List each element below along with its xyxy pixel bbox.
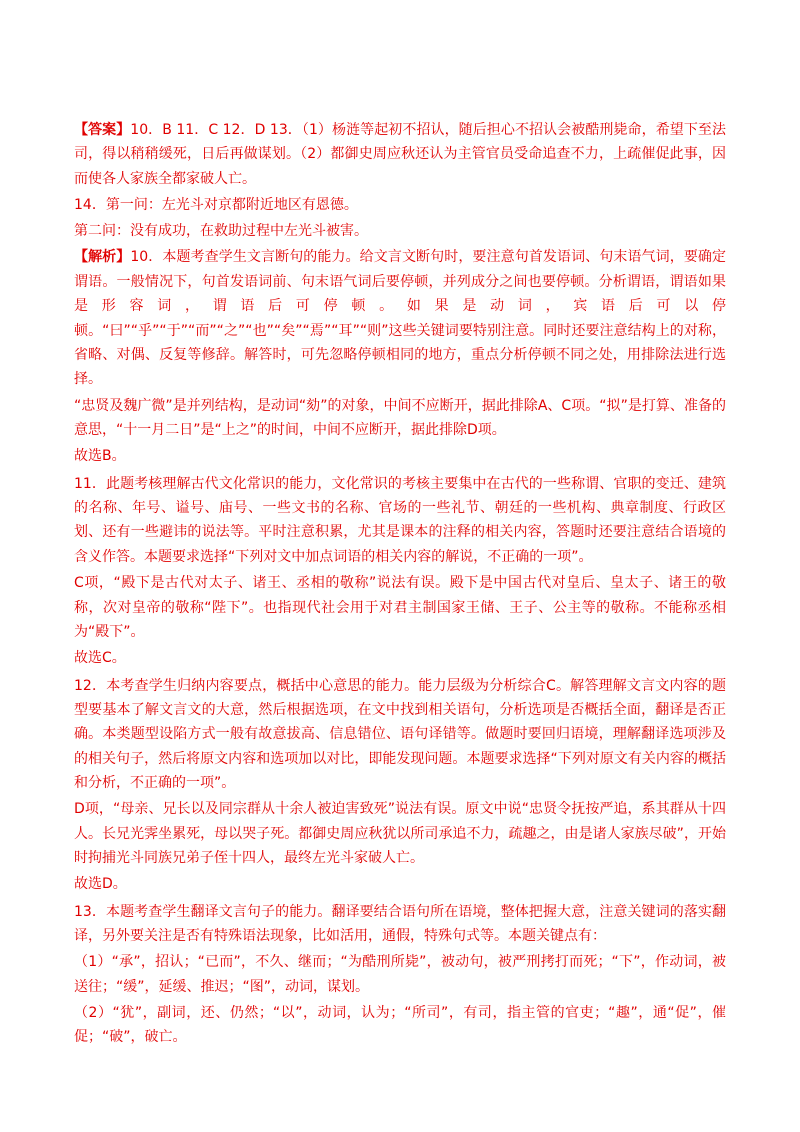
question-13-analysis: 13．本题考查学生翻译文言句子的能力。翻译要结合语句所在语境，整体把握大意，注意关键词的落实翻译，另外要关注是否有特殊语法现象，比如活用，通假，特殊句式等。本题关键点有： [74,903,726,945]
question-11-choice: 故选C。 [74,650,126,667]
question-14-part-2: 第二问：没有成功，在救助过程中左光斗被害。 [74,223,368,240]
question-11-analysis: 11．此题考核理解古代文化常识的能力，文化常识的考核主要集中在古代的一些称谓、官职的变迁、建筑的名称、年号、谥号、庙号、一些文书的名称、官场的一些礼节、朝廷的一些机构、典章制度、行政区划、还有一些避讳的说法等。平时注意积累，尤其是课本的注释的相关内容，答题时还要注意结合语境的含义作答。本题要求选择“下列对文中加点词语的相关内容的解说，不正确的一项”。 [74,475,726,565]
question-14-part-1: 14．第一问：左光斗对京都附近地区有恩德。 [74,197,358,214]
question-12-analysis: 12．本考查学生归纳内容要点，概括中心意思的能力。能力层级为分析综合C。解答理解文言文内容的题型要基本了解文言文的大意，然后根据选项，在文中找到相关语句，分析选项是否概括全面，翻译是否正确。本类题型设陷方式一般有故意拔高、信息错位、语句译错等。做题时要回归语境，理解翻译选项涉及的相关句子，然后将原文内容和选项加以对比，即能发现问题。本题要求选择“下列对原文有关内容的概括和分析，不正确的一项”。 [74,677,726,792]
analysis-text: 10．本题考查学生文言断句的能力。给文言文断句时，要注意句首发语词、句末语气词，要确定谓语。一般情况下，句首发语词前、句末语气词后要停顿，并列成分之间也要停顿。分析谓语，谓语如果是形容词，谓语后可停顿。如果是动词，宾语后可以停顿。“曰”“乎”“于”“而”“之”“也”“矣”“焉”“耳”“则”这些关键词要特别注意。同时还要注意结构上的对称，省略、对偶、反复等修辞。解答时，可先忽略停顿相同的地方，重点分析停顿不同之处，用排除法进行选择。 [74,249,727,388]
question-11-detail: C项，“殿下是古代对太子、诸王、丞相的敬称”说法有误。殿下是中国古代对皇后、皇太子、诸王的敬称，次对皇帝的敬称“陛下”。也指现代社会用于对君主制国家王储、王子、公主等的敬称。不能称丞相为“殿下”。 [74,575,726,640]
question-10-choice: 故选B。 [74,448,126,465]
question-12-detail: D项，“母亲、兄长以及同宗群从十余人被迫害致死”说法有误。原文中说“忠贤令抚按严追，系其群从十四人。长兄光霁坐累死，母以哭子死。都御史周应秋犹以所司承追不力，疏趣之，由是诸人家族尽破”，开始时拘捕光斗同族兄弟子侄十四人，最终左光斗家破人亡。 [74,801,726,867]
analysis-paragraph [74,245,726,391]
answer-tag: 【答案】 [74,122,131,138]
analysis-tag: 【解析】 [74,249,131,266]
question-12-choice: 故选D。 [74,876,127,893]
question-13-sentence-1: （1）“承”，招认；“已而”，不久、继而；“为酷刑所毙”，被动句，被严刑拷打而死；“下”，作动词，被送往；“缓”，延缓、推迟；“图”，动词，谋划。 [74,954,726,995]
answer-paragraph [74,118,726,191]
answer-page [74,118,726,1052]
answer-text: 10．B 11．C 12．D 13．（1）杨涟等起初不招认，随后担心不招认会被酷刑毙命，希望下至法司，得以稍稍缓死，日后再做谋划。（2）都御史周应秋还认为主管官员受命追查不力，上疏催促此事，因而使各人家族全都家破人亡。 [74,122,726,187]
question-13-sentence-2: （2）“犹”，副词，还、仍然；“以”，动词，认为；“所司”，有司，指主管的官吏；“趣”，通“促”，催促；“破”，破亡。 [74,1004,726,1046]
question-10-detail: “忠贤及魏广微”是并列结构，是动词“劾”的对象，中间不应断开，据此排除A、C项。“拟”是打算、准备的意思，“十一月二日”是“上之”的时间，中间不应断开，据此排除D项。 [74,397,726,439]
